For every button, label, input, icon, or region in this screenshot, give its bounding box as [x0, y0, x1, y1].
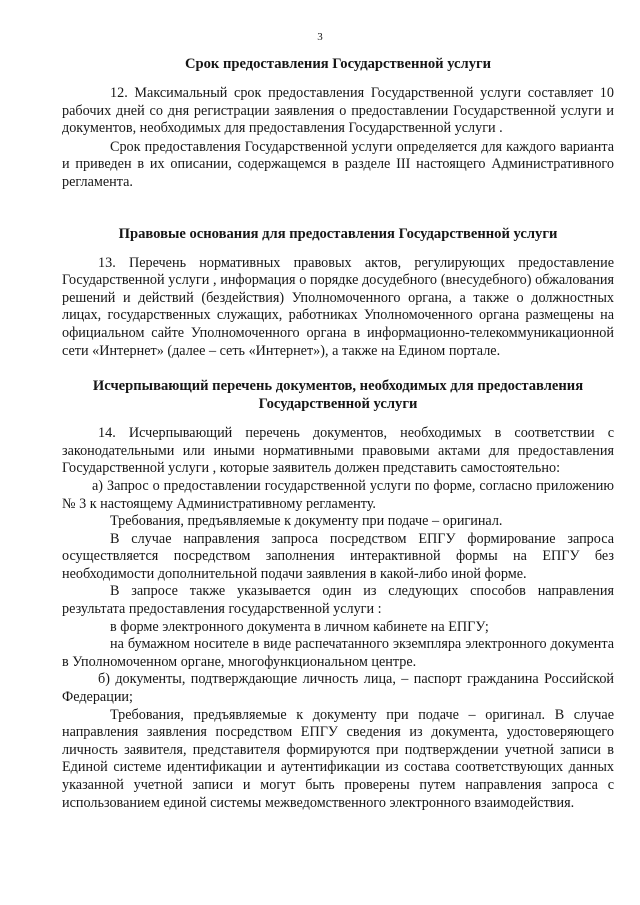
paragraph-epgu-request: В случае направления запроса посредством ЕПГУ формирование запроса осуществляется посредством заполнения интерактивной формы на ЕПГУ без необходимости дополнительной подачи заявления в какой-либо иной форме. [62, 530, 614, 582]
page-number: 3 [317, 31, 323, 43]
paragraph-14: 14. Исчерпывающий перечень документов, необходимых в соответствии с законодательными или иными нормативными правовыми актами для предоставления Государственной услуги , которые заявитель должен представить самостоятельно: [62, 425, 614, 477]
paragraph-term-variants: Срок предоставления Государственной услуги определяется для каждого варианта и приведен в их описании, содержащемся в разделе III настоящего Административного регламента. [62, 138, 614, 190]
section-heading-service-term: Срок предоставления Государственной услуги [184, 56, 492, 72]
paragraph-identity-requirements: Требования, предъявляемые к документу при подаче – оригинал. В случае направления заявления посредством ЕПГУ сведения из документа, удостоверяющего личность заявителя, представителя формируются при подтверждении учетной записи в Единой системе идентификации и аутентификации из состава соответствующих данных указанной учетной записи и могут быть проверены путем направления запроса с использованием единой системы межведомственного электронного взаимодействия. [62, 706, 614, 811]
paragraph-13: 13. Перечень нормативных правовых актов, регулирующих предоставление Государственной услуги , информация о порядке досудебного (внесудебного) обжалования решений и действий (бездействия) Уполномоченного органа, а также о должностных лицах, государственных служащих, работниках Уполномоченного органа размещены на официальном сайте Уполномоченного органа в информационно-телекоммуникационной сети «Интернет» (далее – сеть «Интернет»), а также на Едином портале. [62, 254, 614, 359]
paragraph-14a-request: а) Запрос о предоставлении государственной услуги по форме, согласно приложению № 3 к настоящему Административному регламенту. [62, 477, 614, 512]
paragraph-method-paper: на бумажном носителе в виде распечатанного экземпляра электронного документа в Уполномоченном органе, многофункциональном центре. [62, 636, 614, 670]
section-heading-documents-list [62, 377, 614, 413]
section-heading-documents-line1: Исчерпывающий перечень документов, необходимых для предоставления [92, 378, 584, 395]
document-body [62, 55, 614, 812]
section-heading-legal-grounds: Правовые основания для предоставления Государственной услуги [118, 225, 558, 242]
section-heading-documents-line2: Государственной услуги [258, 396, 418, 413]
paragraph-14b-identity: б) документы, подтверждающие личность лица, – паспорт гражданина Российской Федерации; [62, 671, 614, 706]
paragraph-12: 12. Максимальный срок предоставления Государственной услуги составляет 10 рабочих дней со дня регистрации заявления о предоставлении Государственной услуги и документов, необходимых для предоставления Государственной услуги . [62, 85, 614, 137]
paragraph-method-electronic: в форме электронного документа в личном кабинете на ЕПГУ; [110, 618, 489, 635]
paragraph-result-methods: В запросе также указывается один из следующих способов направления результата предоставления государственной услуги : [62, 583, 614, 618]
paragraph-request-requirements: Требования, предъявляемые к документу при подаче – оригинал. [110, 513, 503, 530]
